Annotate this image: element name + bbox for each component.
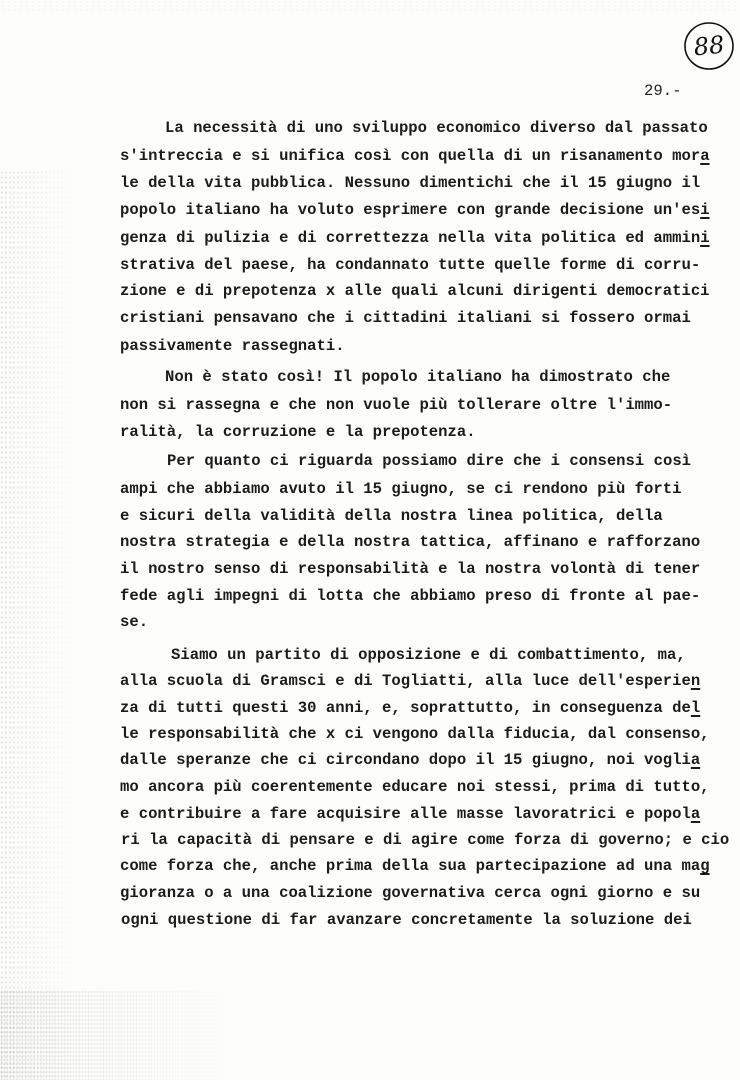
scan-noise-top bbox=[0, 0, 740, 12]
text-line bbox=[120, 225, 710, 251]
line-text: ampi che abbiamo avuto il 15 giugno, se ci rendono più forti bbox=[120, 480, 682, 498]
line-text: za di tutti questi 30 anni, e, soprattutto, in conseguenza de bbox=[120, 699, 691, 717]
handwritten-number: 88 bbox=[692, 30, 726, 62]
text-line bbox=[120, 668, 700, 694]
line-text: le responsabilità che x ci vengono dalla fiducia, dal consenso, bbox=[120, 725, 710, 743]
text-line bbox=[121, 827, 729, 853]
line-text: come forza che, anche prima della sua partecipazione ad una ma bbox=[120, 857, 701, 875]
hyphenation-underlined-char: g bbox=[700, 857, 710, 875]
line-text: fede agli impegni di lotta che abbiamo preso di fronte al pae- bbox=[120, 587, 701, 605]
line-text: alla scuola di Gramsci e di Togliatti, alla luce dell'esperie bbox=[120, 672, 691, 690]
line-text: il nostro senso di responsabilità e la nostra volontà di tener bbox=[120, 560, 701, 578]
line-text: nostra strategia e della nostra tattica, affinano e rafforzano bbox=[120, 533, 701, 551]
text-line bbox=[120, 529, 700, 555]
line-text: passivamente rassegnati. bbox=[120, 337, 345, 355]
text-line bbox=[120, 197, 710, 223]
text-line bbox=[120, 695, 700, 721]
text-line bbox=[171, 642, 686, 668]
text-line bbox=[121, 907, 692, 933]
text-line bbox=[120, 774, 710, 800]
text-line bbox=[120, 747, 700, 773]
hyphenation-underlined-char: i bbox=[700, 229, 710, 247]
hyphenation-underlined-char: a bbox=[690, 751, 701, 769]
text-line bbox=[120, 476, 681, 502]
line-text: ri la capacità di pensare e di agire come forza di governo; e cio bbox=[121, 831, 730, 849]
line-text: ralità, la corruzione e la prepotenza. bbox=[120, 423, 476, 441]
text-line bbox=[120, 801, 700, 827]
text-line bbox=[120, 252, 700, 278]
text-line bbox=[165, 364, 670, 390]
line-text: e sicuri della validità della nostra linea politica, della bbox=[120, 507, 663, 525]
line-text: cristiani pensavano che i cittadini italiani si fossero ormai bbox=[120, 309, 691, 327]
text-line bbox=[120, 278, 710, 304]
text-line bbox=[120, 305, 691, 331]
hyphenation-underlined-char: a bbox=[690, 805, 701, 823]
hyphenation-underlined-char: a bbox=[700, 147, 710, 165]
text-line bbox=[120, 721, 710, 747]
scan-noise-bottom bbox=[0, 990, 230, 1080]
hyphenation-underlined-char: i bbox=[700, 201, 710, 219]
text-line bbox=[120, 392, 672, 418]
text-line bbox=[120, 503, 663, 529]
line-text: La necessità di uno sviluppo economico diverso dal passato bbox=[165, 119, 708, 137]
line-text: mo ancora più coerentemente educare noi stessi, prima di tutto, bbox=[120, 778, 710, 796]
text-line bbox=[120, 556, 700, 582]
text-line bbox=[167, 448, 691, 474]
text-line bbox=[120, 333, 345, 359]
line-text: popolo italiano ha voluto esprimere con grande decisione un'es bbox=[120, 201, 701, 219]
line-text: e contribuire a fare acquisire alle masse lavoratrici e popol bbox=[120, 805, 691, 823]
hyphenation-underlined-char: n bbox=[690, 672, 701, 690]
line-text: zione e di prepotenza x alle quali alcuni dirigenti democratici bbox=[120, 282, 710, 300]
text-line bbox=[120, 880, 700, 906]
page-number: 29.- bbox=[644, 82, 682, 100]
handwritten-page-number-stamp bbox=[682, 20, 736, 72]
scan-noise-left bbox=[0, 170, 80, 1080]
line-text: s'intreccia e si unifica così con quella di un risanamento mor bbox=[120, 147, 701, 165]
line-text: gioranza o a una coalizione governativa cerca ogni giorno e su bbox=[120, 884, 701, 902]
text-line bbox=[120, 853, 710, 879]
text-line bbox=[120, 143, 710, 169]
text-line bbox=[120, 583, 700, 609]
line-text: le della vita pubblica. Nessuno dimentichi che il 15 giugno il bbox=[120, 174, 701, 192]
text-line bbox=[120, 609, 148, 635]
line-text: dalle speranze che ci circondano dopo il 15 giugno, noi vogli bbox=[120, 751, 691, 769]
line-text: ogni questione di far avanzare concretamente la soluzione dei bbox=[121, 911, 692, 929]
text-line bbox=[165, 115, 708, 141]
hyphenation-underlined-char: l bbox=[690, 699, 701, 717]
line-text: se. bbox=[120, 613, 149, 631]
text-line bbox=[120, 170, 700, 196]
line-text: non si rassegna e che non vuole più tollerare oltre l'immo- bbox=[120, 396, 673, 414]
text-line bbox=[120, 419, 476, 445]
line-text: strativa del paese, ha condannato tutte quelle forme di corru- bbox=[120, 256, 701, 274]
line-text: genza di pulizia e di correttezza nella vita politica ed ammin bbox=[120, 229, 701, 247]
line-text: Per quanto ci riguarda possiamo dire che i consensi così bbox=[167, 452, 692, 470]
line-text: Non è stato così! Il popolo italiano ha dimostrato che bbox=[165, 368, 671, 386]
line-text: Siamo un partito di opposizione e di combattimento, ma, bbox=[171, 646, 686, 664]
